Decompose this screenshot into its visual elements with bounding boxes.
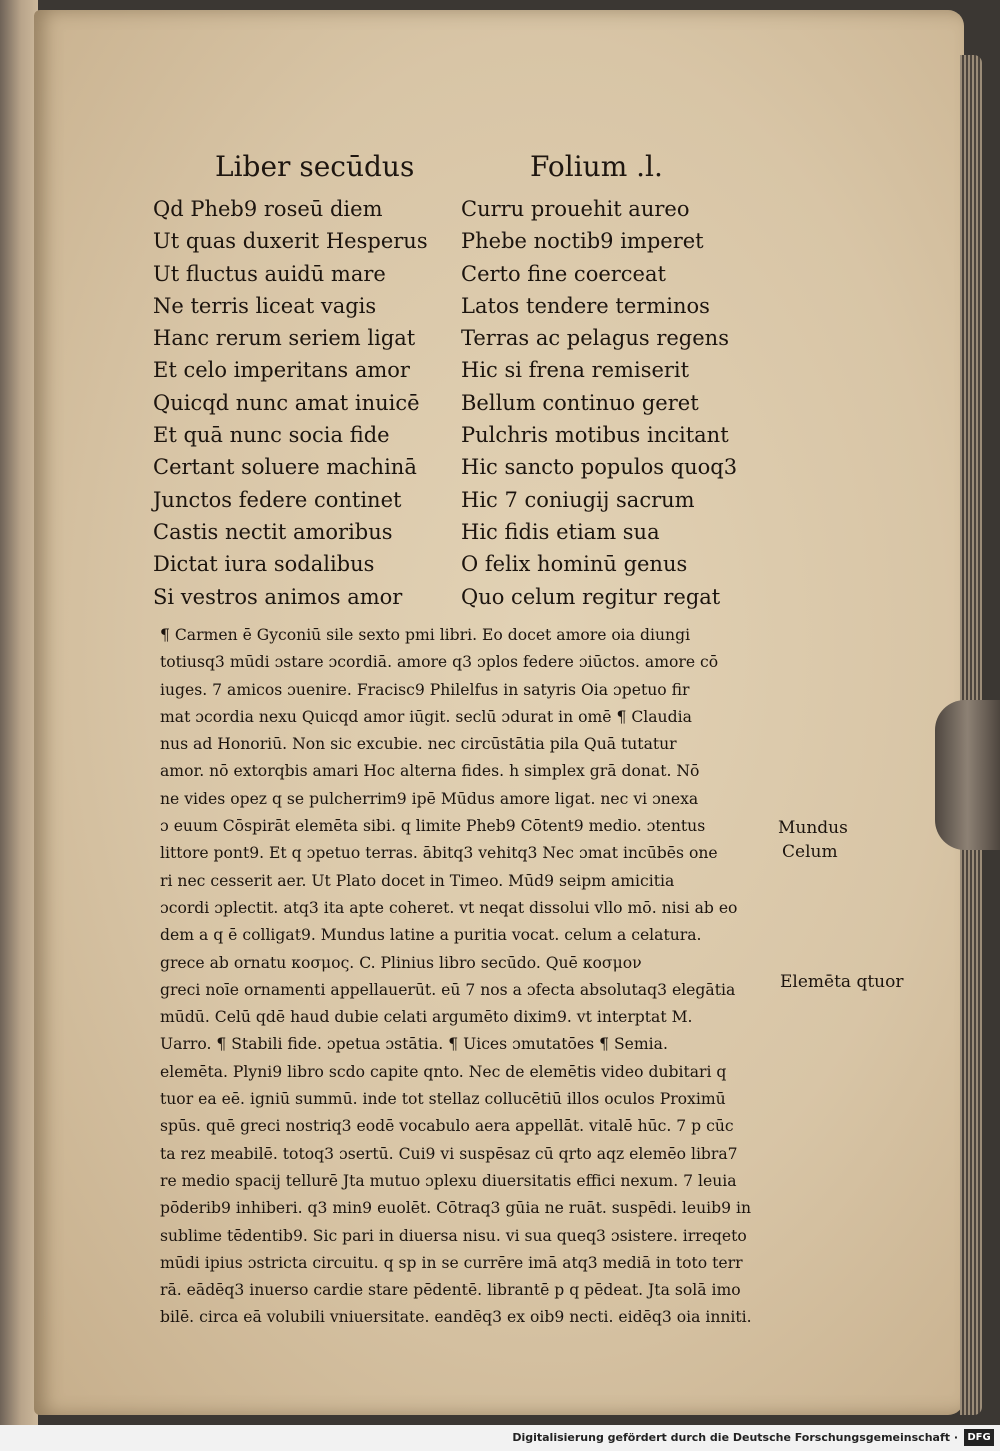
verse-line: Hic sancto populos quoq3 (461, 455, 738, 480)
margin-note-elementa: Elemēta qtuor (780, 972, 904, 992)
footer-credit: Digitalisierung gefördert durch die Deutsche Forschungsgemeinschaft · (512, 1431, 958, 1444)
verse-column-right (461, 193, 761, 613)
commentary-line: ne vides opez q se pulcherrim9 ipē Mūdus amore ligat. nec vi ɔnexa (160, 789, 699, 808)
verse-line: Si vestros animos amor (153, 584, 403, 609)
margin-note-mundus: Mundus (778, 818, 848, 838)
verse-line: Curru prouehit aureo (461, 197, 690, 221)
verse-line: Quo celum regitur regat (461, 584, 721, 609)
commentary-line: nus ad Honoriū. Non sic excubie. nec circūstātia pila Quā tutatur (160, 735, 677, 754)
commentary-line: ¶ Carmen ē Gyconiū sile sexto pmi libri. Eo docet amore oia diungi (160, 626, 691, 644)
commentary-line: totiusq3 mūdi ɔstare ɔcordiā. amore q3 ɔplos federe ɔiūctos. amore cō (160, 653, 719, 672)
verse-line: Hic si frena remiserit (461, 358, 690, 383)
commentary-line: amor. nō extorqbis amari Hoc alterna fides. h simplex grā donat. Nō (160, 762, 700, 781)
commentary-line: rā. eādēq3 inuerso cardie stare pēdentē. librantē p q pēdeat. Jta solā imo (160, 1281, 741, 1300)
commentary-line: grece ab ornatu κοσμος. C. Plinius libro secūdo. Quē κοσμον (160, 953, 642, 972)
verse-column-left (153, 193, 453, 613)
verse-line: Castis nectit amoribus (153, 519, 393, 544)
dfg-logo-icon: DFG (964, 1429, 994, 1446)
commentary-block (160, 622, 775, 1332)
commentary-line: mūdū. Celū qdē haud dubie celati argumēto dixim9. vt interptat M. (160, 1008, 693, 1027)
commentary-line: tuor ea eē. igniū summū. inde tot stellaz collucētiū illos oculos Proximū (160, 1090, 726, 1109)
commentary-line: sublime tēdentib9. Sic pari in diuersa nisu. vi sua queq3 ɔsistere. irreqeto (160, 1226, 747, 1245)
margin-note-celum: Celum (782, 842, 838, 862)
verse-line: Junctos federe continet (153, 487, 402, 512)
commentary-line: mat ɔcordia nexu Quicqd amor iūgit. seclū ɔdurat in omē ¶ Claudia (160, 707, 692, 726)
verse-line: Phebe noctib9 imperet (461, 229, 704, 254)
verse-line: Quicqd nunc amat inuicē (153, 390, 420, 415)
verse-line: Et celo imperitans amor (153, 358, 410, 383)
commentary-line: ɔcordi ɔplectit. atq3 ita apte coheret. vt neqat dissolui vllo mō. nisi ab eo (160, 898, 738, 917)
verse-line: Terras ac pelagus regens (461, 326, 729, 351)
verse-line: Qd Pheb9 roseū diem (153, 197, 383, 221)
commentary-line: spūs. quē greci nostriq3 eodē vocabulo aera appellāt. vitalē hūc. 7 p cūc (160, 1117, 734, 1136)
commentary-line: Uarro. ¶ Stabili fide. ɔpetua ɔstātia. ¶ Uices ɔmutatōes ¶ Semia. (160, 1035, 668, 1054)
commentary-line: ri nec cesserit aer. Ut Plato docet in Timeo. Mūd9 seipm amicitia (160, 871, 675, 890)
book-clasp (935, 700, 1000, 850)
left-page-edge (0, 0, 38, 1425)
commentary-line: ɔ euum Cōspirāt elemēta sibi. q limite Pheb9 Cōtent9 medio. ɔtentus (160, 817, 706, 836)
verse-line: Hic fidis etiam sua (461, 519, 660, 544)
commentary-line: bilē. circa eā volubili vniuersitate. eandēq3 ex oib9 necti. eidēq3 oia inniti. (160, 1308, 752, 1327)
verse-line: O felix hominū genus (461, 552, 688, 577)
commentary-line: ta rez meabilē. totoq3 ɔsertū. Cui9 vi suspēsaz cū qrto aqz elemēo libra7 (160, 1144, 738, 1163)
verse-line: Pulchris motibus incitant (461, 423, 729, 448)
verse-line: Dictat iura sodalibus (153, 552, 375, 577)
running-header-right: Folium .l. (530, 150, 663, 183)
verse-line: Certo fine coerceat (461, 261, 666, 286)
verse-line: Hic 7 coniugij sacrum (461, 487, 695, 512)
commentary-line: re medio spacij tellurē Jta mutuo ɔplexu diuersitatis effici nexum. 7 leuia (160, 1171, 737, 1190)
commentary-line: pōderib9 inhiberi. q3 min9 euolēt. Cōtraq3 gūia ne ruāt. suspēdi. leuib9 in (160, 1199, 752, 1218)
verse-line: Hanc rerum seriem ligat (153, 326, 416, 351)
verse-line: Ut quas duxerit Hesperus (153, 229, 428, 254)
commentary-line: greci noīe ornamenti appellauerūt. eū 7 nos a ɔfecta absolutaq3 elegātia (160, 980, 736, 999)
verse-line: Latos tendere terminos (461, 293, 710, 318)
commentary-line: littore pont9. Et q ɔpetuo terras. ābitq3 vehitq3 Nec ɔmat incūbēs one (160, 844, 718, 863)
verse-line: Bellum continuo geret (461, 390, 699, 415)
verse-line: Certant soluere machinā (153, 455, 417, 480)
running-header-left: Liber secūdus (215, 150, 415, 183)
commentary-line: dem a q ē colligat9. Mundus latine a puritia vocat. celum a celatura. (160, 926, 702, 945)
verse-line: Ut fluctus auidū mare (153, 261, 386, 286)
digitization-footer (0, 1425, 1000, 1451)
commentary-line: iuges. 7 amicos ɔuenire. Fracisc9 Philelfus in satyris Oia ɔpetuo fir (160, 680, 690, 699)
verse-line: Et quā nunc socia fide (153, 423, 390, 448)
commentary-line: mūdi ipius ɔstricta circuitu. q sp in se currēre imā atq3 mediā in toto terr (160, 1253, 743, 1272)
commentary-line: elemēta. Plyni9 libro scdo capite qnto. Nec de elemētis video dubitari q (160, 1062, 727, 1081)
verse-line: Ne terris liceat vagis (153, 293, 377, 318)
